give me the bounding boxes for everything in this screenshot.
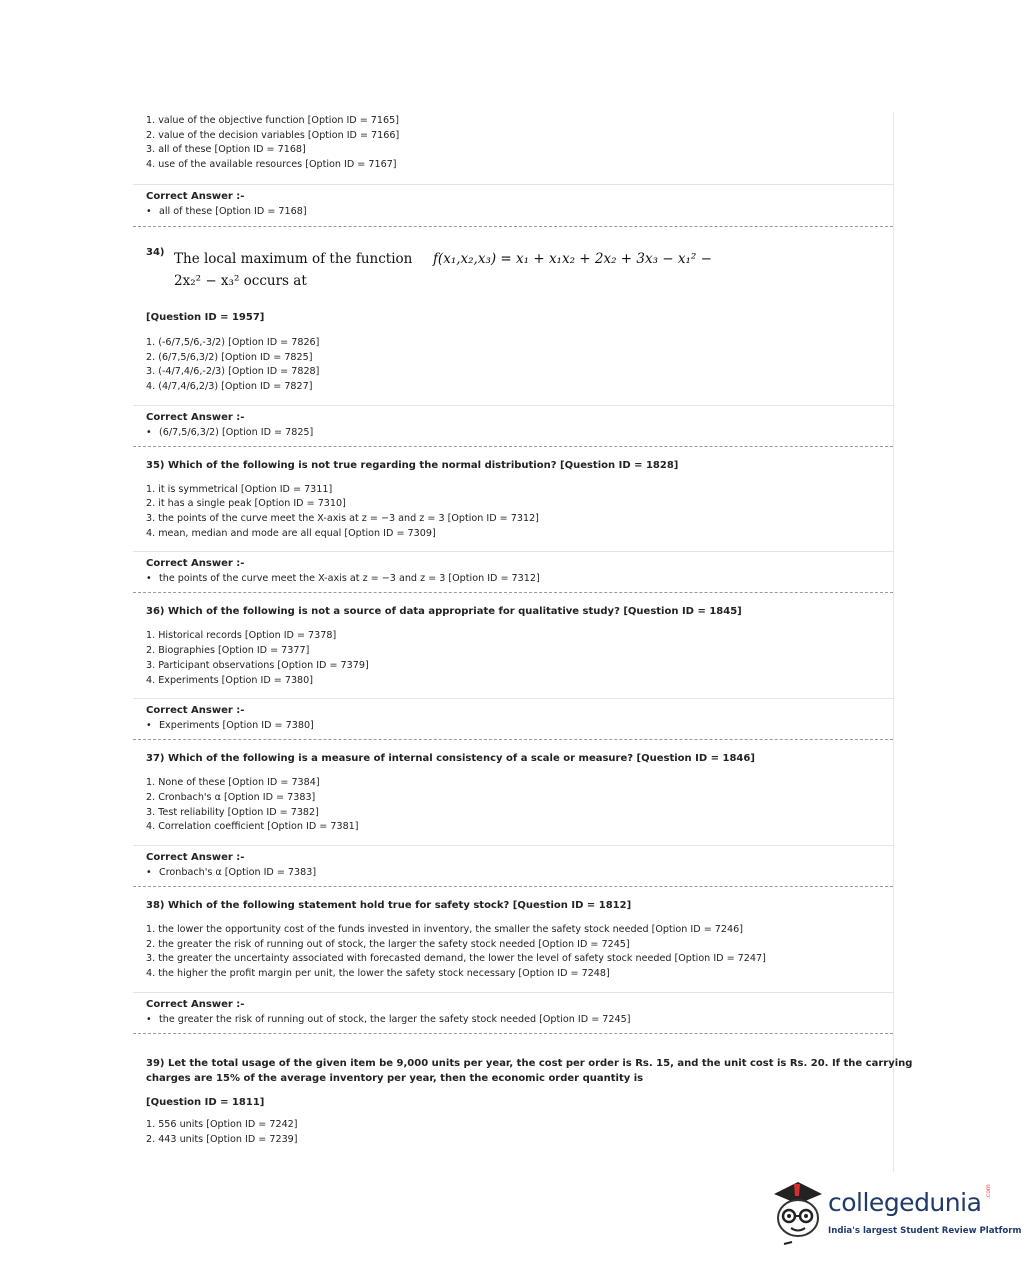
option: 2. (6/7,5/6,3/2) [Option ID = 7825] [146, 351, 313, 363]
question-formula: f(x₁,x₂,x₃) = x₁ + x₁x₂ + 2x₂ + 3x₃ − x₁² − [432, 250, 712, 267]
option: 2. 443 units [Option ID = 7239] [146, 1133, 298, 1145]
correct-answer-label: Correct Answer :- [146, 558, 245, 570]
question-id: [Question ID = 1957] [146, 311, 265, 323]
correct-answer-value: the points of the curve meet the X-axis at z = −3 and z = 3 [Option ID = 7312] [159, 573, 540, 585]
correct-answer-value: all of these [Option ID = 7168] [159, 205, 307, 217]
option: 4. the higher the profit margin per unit, the lower the safety stock necessary [Option ID = 7248] [146, 968, 610, 980]
option: 4. Experiments [Option ID = 7380] [146, 674, 314, 686]
question-34 [133, 227, 893, 304]
correct-answer-34 [133, 406, 893, 438]
question-39-text: 39) Let the total usage of the given item be 9,000 units per year, the cost per order is Rs. 15, and the unit cost is Rs. 20. If the carrying [146, 1057, 913, 1069]
option: 2. value of the decision variables [Option ID = 7166] [146, 129, 400, 141]
correct-answer-value: Cronbach's α [Option ID = 7383] [159, 867, 317, 879]
bullet-icon: • [146, 867, 152, 879]
correct-answer-label: Correct Answer :- [146, 998, 245, 1010]
option: 1. 556 units [Option ID = 7242] [146, 1118, 298, 1130]
question-text: The local maximum of the function [174, 250, 413, 267]
option: 4. use of the available resources [Option ID = 7167] [146, 159, 397, 171]
correct-answer-35 [133, 552, 893, 584]
option: 1. (-6/7,5/6,-3/2) [Option ID = 7826] [146, 336, 320, 348]
question-37-text: 37) Which of the following is a measure of internal consistency of a scale or measure? [Question ID = 1846] [146, 753, 755, 765]
option: 1. value of the objective function [Option ID = 7165] [146, 115, 399, 126]
correct-answer-value: (6/7,5/6,3/2) [Option ID = 7825] [159, 426, 314, 438]
bullet-icon: • [146, 720, 152, 732]
collegedunia-logo [766, 1178, 1022, 1248]
option: 3. Test reliability [Option ID = 7382] [146, 806, 319, 818]
question-33-options [133, 112, 893, 173]
correct-answer-label: Correct Answer :- [146, 411, 245, 423]
mascot-icon [766, 1178, 826, 1248]
question-number: 34) [146, 246, 165, 258]
question-35-text: 35) Which of the following is not true regarding the normal distribution? [Question ID = 1828] [146, 459, 679, 471]
option: 1. the lower the opportunity cost of the funds invested in inventory, the smaller the safety stock needed [Option ID = 7246] [146, 924, 743, 936]
bullet-icon: • [146, 573, 152, 585]
question-id: [Question ID = 1811] [146, 1096, 265, 1108]
correct-answer-label: Correct Answer :- [146, 852, 245, 864]
option: 1. Historical records [Option ID = 7378] [146, 630, 337, 642]
question-text-2: 2x₂² − x₃² occurs at [174, 272, 307, 289]
bullet-icon: • [146, 1013, 152, 1025]
option: 4. (4/7,4/6,2/3) [Option ID = 7827] [146, 380, 313, 392]
correct-answer-label: Correct Answer :- [146, 705, 245, 717]
question-38-text: 38) Which of the following statement hold true for safety stock? [Question ID = 1812] [146, 900, 632, 912]
correct-answer-value: Experiments [Option ID = 7380] [159, 720, 314, 732]
option: 3. all of these [Option ID = 7168] [146, 144, 306, 156]
correct-answer-38 [133, 993, 893, 1025]
question-39-text-2: charges are 15% of the average inventory per year, then the economic order quantity is [146, 1072, 644, 1084]
option: 3. (-4/7,4/6,-2/3) [Option ID = 7828] [146, 366, 320, 378]
option: 3. the greater the uncertainty associated with forecasted demand, the lower the level of safety stock needed [Option ID = 7247] [146, 953, 766, 965]
logo-wordmark: collegedunia [828, 1188, 982, 1217]
correct-answer-value: the greater the risk of running out of stock, the larger the safety stock needed [Option ID = 7245] [159, 1013, 631, 1025]
logo-com: .com [985, 1184, 992, 1199]
option: 4. Correlation coefficient [Option ID = 7381] [146, 821, 359, 833]
logo-tagline: India's largest Student Review Platform [828, 1226, 1022, 1236]
option: 2. Biographies [Option ID = 7377] [146, 645, 310, 657]
option: 2. the greater the risk of running out of stock, the larger the safety stock needed [Option ID = 7245] [146, 938, 630, 950]
question-36-text: 36) Which of the following is not a source of data appropriate for qualitative study? [Question ID = 1845] [146, 606, 742, 618]
bullet-icon: • [146, 426, 152, 438]
bullet-icon: • [146, 205, 152, 217]
option: 3. the points of the curve meet the X-axis at z = −3 and z = 3 [Option ID = 7312] [146, 513, 539, 525]
correct-answer-label: Correct Answer :- [146, 190, 245, 202]
option: 1. None of these [Option ID = 7384] [146, 777, 320, 789]
option: 2. Cronbach's α [Option ID = 7383] [146, 791, 316, 803]
option: 1. it is symmetrical [Option ID = 7311] [146, 483, 333, 495]
option: 2. it has a single peak [Option ID = 7310] [146, 498, 346, 510]
option: 3. Participant observations [Option ID = 7379] [146, 659, 369, 671]
document-page [133, 112, 913, 1172]
correct-answer-33 [133, 185, 893, 217]
option: 4. mean, median and mode are all equal [Option ID = 7309] [146, 527, 436, 539]
correct-answer-36 [133, 699, 893, 731]
correct-answer-37 [133, 846, 893, 878]
